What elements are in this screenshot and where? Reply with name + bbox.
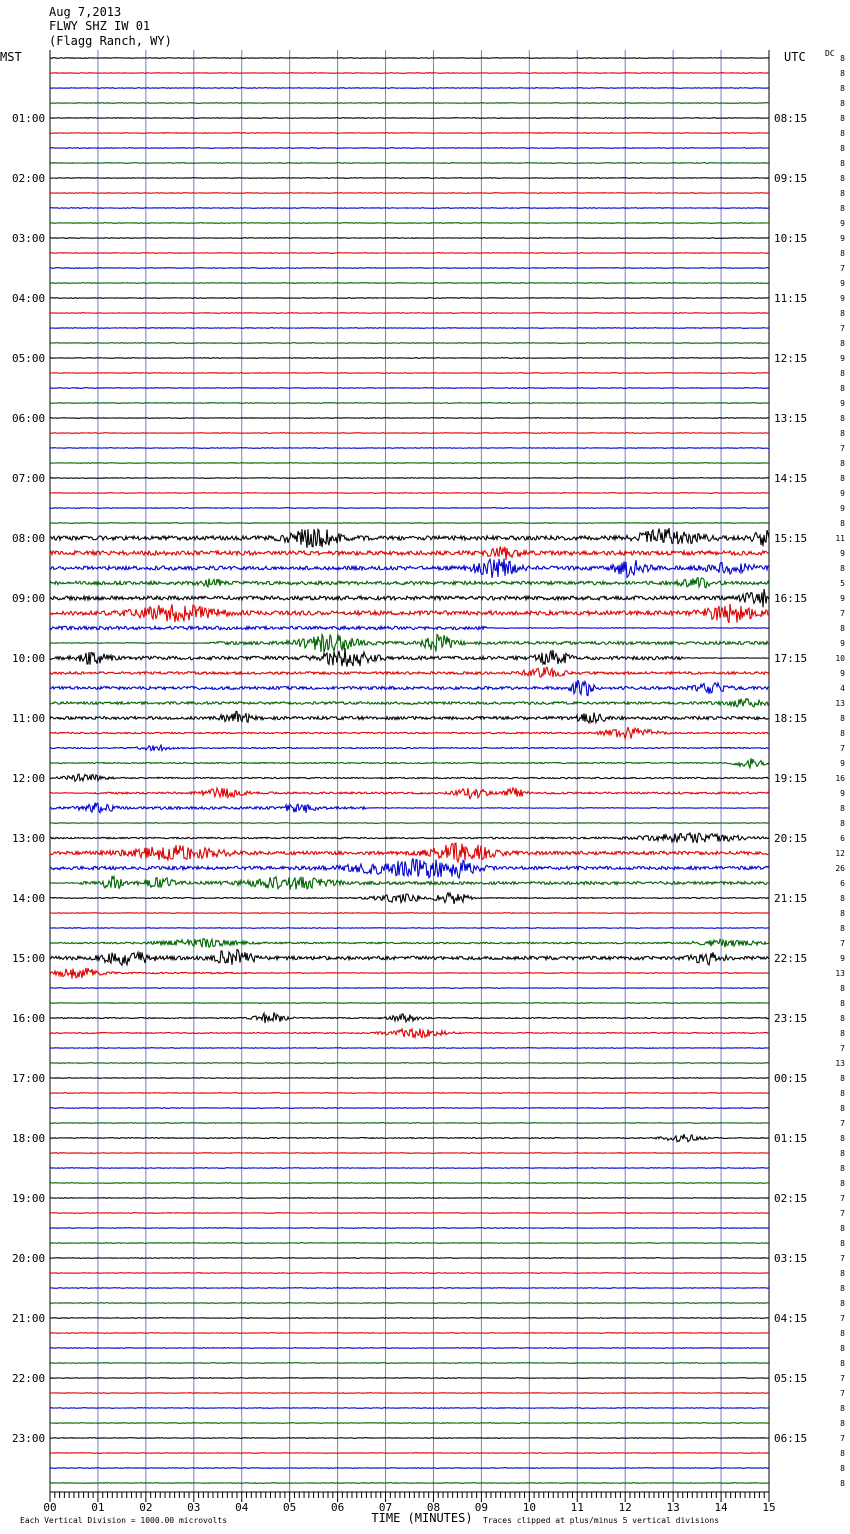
station-title: FLWY SHZ IW 01 [49,19,151,33]
dc-value: 7 [840,264,845,273]
right-hour-label: 00:15 [774,1072,808,1085]
dc-value: 7 [840,1434,845,1443]
right-hour-label: 02:15 [774,1192,808,1205]
trace-56 [50,893,769,904]
dc-value: 8 [840,1464,845,1473]
trace-75 [50,1183,769,1184]
dc-value: 9 [840,639,845,648]
right-hour-label: 23:15 [774,1012,808,1025]
trace-35 [50,578,769,588]
x-axis-label: TIME (MINUTES) [371,1511,473,1525]
x-tick-label: 09 [474,1501,489,1514]
x-tick-label: 07 [378,1501,393,1514]
left-hour-label: 23:00 [12,1432,46,1445]
trace-26 [50,448,769,449]
left-hour-label: 12:00 [12,772,46,785]
dc-value: 8 [840,1329,845,1338]
dc-value: 8 [840,69,845,78]
x-tick-label: 10 [522,1501,536,1514]
dc-value: 8 [840,1404,845,1413]
dc-value: 8 [840,1164,845,1173]
dc-value: 8 [840,384,845,393]
trace-37 [50,604,769,623]
left-hour-label: 11:00 [12,712,46,725]
left-hour-label: 16:00 [12,1012,46,1025]
dc-value: 7 [840,1389,845,1398]
trace-76 [50,1198,769,1199]
trace-8 [50,178,769,179]
trace-11 [50,223,769,224]
right-hour-label: 17:15 [774,652,808,665]
dc-value: 8 [840,729,845,738]
dc-value: 8 [840,189,845,198]
dc-value: 9 [840,789,845,798]
trace-4 [50,118,769,119]
dc-value: 8 [840,564,845,573]
trace-53 [50,843,769,862]
trace-7 [50,163,769,164]
trace-61 [50,968,769,979]
dc-value: 7 [840,1254,845,1263]
right-hour-label: 06:15 [774,1432,808,1445]
trace-18 [50,328,769,329]
dc-value: 8 [840,84,845,93]
trace-24 [50,418,769,419]
dc-value: 8 [840,1269,845,1278]
dc-value: 8 [840,309,845,318]
trace-21 [50,373,769,374]
x-tick-label: 04 [235,1501,249,1514]
trace-95 [50,1483,769,1484]
seismic-traces [50,58,769,1484]
trace-5 [50,133,769,134]
trace-6 [50,148,769,149]
dc-value: 8 [840,1014,845,1023]
dc-value: 9 [840,549,845,558]
trace-13 [50,253,769,254]
left-hour-label: 08:00 [12,532,46,545]
trace-47 [50,758,769,768]
dc-value: 6 [840,834,845,843]
trace-34 [50,559,769,578]
right-hour-label: 20:15 [774,832,808,845]
dc-value: 8 [840,1104,845,1113]
x-tick-label: 01 [91,1501,105,1514]
trace-27 [50,463,769,464]
dc-value: 13 [835,969,845,978]
dc-value: 8 [840,1089,845,1098]
dc-value: 9 [840,504,845,513]
trace-68 [50,1078,769,1079]
trace-55 [50,876,769,890]
dc-value: 8 [840,1359,845,1368]
trace-90 [50,1408,769,1409]
trace-30 [50,508,769,509]
right-hour-label: 10:15 [774,232,808,245]
dc-value: 8 [840,1449,845,1458]
trace-1 [50,73,769,74]
dc-value: 8 [840,1299,845,1308]
left-hour-label: 03:00 [12,232,46,245]
left-hour-label: 05:00 [12,352,46,365]
dc-value: 8 [840,1419,845,1428]
x-tick-label: 15 [762,1501,776,1514]
left-hour-label: 06:00 [12,412,46,425]
dc-value: 7 [840,444,845,453]
dc-value: 8 [840,54,845,63]
dc-value: 7 [840,1194,845,1203]
trace-67 [50,1063,769,1064]
trace-23 [50,403,769,404]
right-hour-label: 05:15 [774,1372,808,1385]
clip-note: Traces clipped at plus/minus 5 vertical divisions [483,1516,720,1525]
dc-value: 8 [840,714,845,723]
dc-value: 7 [840,1314,845,1323]
trace-43 [50,699,769,707]
trace-70 [50,1108,769,1109]
trace-49 [50,788,769,799]
dc-value: 13 [835,699,845,708]
x-tick-label: 11 [570,1501,584,1514]
dc-value: 9 [840,669,845,678]
trace-78 [50,1228,769,1229]
trace-41 [50,667,769,677]
dc-value: 8 [840,1149,845,1158]
left-hour-label: 04:00 [12,292,46,305]
trace-86 [50,1348,769,1349]
left-hour-label: 22:00 [12,1372,46,1385]
dc-value: 8 [840,519,845,528]
trace-64 [50,1012,769,1023]
trace-40 [50,648,769,666]
trace-89 [50,1393,769,1394]
dc-value: 12 [835,849,845,858]
right-hour-label: 08:15 [774,112,808,125]
trace-44 [50,711,769,722]
left-hour-label: 10:00 [12,652,46,665]
dc-value: 9 [840,954,845,963]
trace-60 [50,950,769,966]
trace-82 [50,1288,769,1289]
trace-31 [50,523,769,524]
trace-19 [50,343,769,344]
trace-72 [50,1134,769,1142]
dc-value: 7 [840,324,845,333]
x-tick-label: 00 [43,1501,57,1514]
trace-54 [50,858,769,878]
right-hour-label: 16:15 [774,592,808,605]
trace-51 [50,823,769,824]
dc-value: 8 [840,339,845,348]
dc-value: 8 [840,114,845,123]
x-tick-label: 13 [666,1501,680,1514]
right-hour-label: 11:15 [774,292,808,305]
right-hour-label: 15:15 [774,532,808,545]
dc-value: 8 [840,894,845,903]
dc-value: 8 [840,1284,845,1293]
right-hour-label: 01:15 [774,1132,808,1145]
trace-0 [50,58,769,59]
dc-value: 8 [840,804,845,813]
trace-29 [50,493,769,494]
dc-value: 7 [840,1374,845,1383]
trace-20 [50,358,769,359]
trace-10 [50,208,769,209]
dc-value: 7 [840,609,845,618]
dc-value: 8 [840,204,845,213]
trace-73 [50,1153,769,1154]
trace-9 [50,193,769,194]
x-tick-label: 06 [330,1501,345,1514]
trace-69 [50,1093,769,1094]
right-hour-label: 18:15 [774,712,808,725]
dc-value: 8 [840,144,845,153]
trace-42 [50,680,769,695]
trace-65 [50,1029,769,1038]
dc-value: 8 [840,1074,845,1083]
dc-value: 8 [840,369,845,378]
trace-77 [50,1213,769,1214]
dc-value: 10 [835,654,845,663]
x-tick-label: 14 [714,1501,728,1514]
trace-57 [50,913,769,914]
dc-value: 8 [840,984,845,993]
dc-value: 8 [840,1029,845,1038]
trace-63 [50,1003,769,1004]
dc-offset-values [835,54,845,1488]
x-tick-label: 08 [426,1501,441,1514]
dc-value: 9 [840,219,845,228]
time-gridlines [50,50,769,1493]
trace-66 [50,1048,769,1049]
dc-value: 8 [840,249,845,258]
trace-17 [50,313,769,314]
dc-header-label: DC [825,49,835,58]
dc-value: 7 [840,1119,845,1128]
dc-value: 8 [840,459,845,468]
trace-71 [50,1123,769,1124]
dc-value: 4 [840,684,845,693]
dc-value: 8 [840,819,845,828]
right-hour-label: 12:15 [774,352,808,365]
trace-45 [50,727,769,739]
dc-value: 8 [840,1134,845,1143]
left-hour-label: 20:00 [12,1252,46,1265]
dc-value: 9 [840,279,845,288]
dc-value: 8 [840,999,845,1008]
trace-87 [50,1363,769,1364]
dc-value: 9 [840,234,845,243]
dc-value: 8 [840,1479,845,1488]
right-hour-label: 21:15 [774,892,808,905]
trace-12 [50,238,769,239]
dc-value: 8 [840,624,845,633]
dc-value: 9 [840,294,845,303]
dc-value: 5 [840,579,845,588]
dc-value: 8 [840,159,845,168]
dc-value: 13 [835,1059,845,1068]
trace-22 [50,388,769,389]
trace-16 [50,298,769,299]
dc-value: 9 [840,759,845,768]
trace-58 [50,928,769,929]
dc-value: 8 [840,909,845,918]
dc-value: 8 [840,99,845,108]
trace-92 [50,1438,769,1439]
trace-85 [50,1333,769,1334]
left-hour-label: 02:00 [12,172,46,185]
trace-94 [50,1468,769,1469]
right-hour-label: 19:15 [774,772,808,785]
trace-39 [50,634,769,652]
dc-value: 26 [835,864,845,873]
dc-value: 16 [835,774,845,783]
trace-81 [50,1273,769,1274]
trace-84 [50,1318,769,1319]
right-hour-label: 03:15 [774,1252,808,1265]
x-tick-label: 03 [187,1501,201,1514]
trace-36 [50,589,769,607]
trace-59 [50,939,769,948]
trace-15 [50,283,769,284]
dc-value: 8 [840,1179,845,1188]
trace-2 [50,88,769,89]
left-hour-label: 18:00 [12,1132,46,1145]
dc-value: 8 [840,924,845,933]
trace-46 [50,745,769,751]
trace-52 [50,833,769,843]
trace-83 [50,1303,769,1304]
dc-value: 8 [840,474,845,483]
dc-value: 7 [840,744,845,753]
x-tick-label: 02 [139,1501,153,1514]
trace-80 [50,1258,769,1259]
trace-14 [50,268,769,269]
x-tick-label: 12 [618,1501,632,1514]
trace-38 [50,626,769,629]
dc-value: 8 [840,174,845,183]
trace-3 [50,103,769,104]
left-hour-label: 09:00 [12,592,46,605]
left-timezone-label: MST [0,50,22,64]
left-hour-label: 07:00 [12,472,46,485]
left-hour-label: 17:00 [12,1072,46,1085]
right-hour-label: 09:15 [774,172,808,185]
trace-50 [50,803,769,813]
left-hour-label: 19:00 [12,1192,46,1205]
right-timezone-label: UTC [784,50,806,64]
trace-79 [50,1243,769,1244]
right-hour-label: 13:15 [774,412,808,425]
dc-value: 8 [840,1344,845,1353]
dc-value: 8 [840,414,845,423]
trace-88 [50,1378,769,1379]
trace-25 [50,433,769,434]
dc-value: 7 [840,1209,845,1218]
trace-62 [50,988,769,989]
trace-28 [50,478,769,479]
dc-value: 9 [840,594,845,603]
dc-value: 9 [840,489,845,498]
dc-value: 8 [840,129,845,138]
dc-value: 9 [840,354,845,363]
x-tick-label: 05 [283,1501,297,1514]
date-title: Aug 7,2013 [49,5,122,19]
right-hour-label: 22:15 [774,952,808,965]
left-hour-label: 21:00 [12,1312,46,1325]
dc-value: 8 [840,1224,845,1233]
dc-value: 6 [840,879,845,888]
dc-value: 7 [840,939,845,948]
dc-value: 8 [840,1239,845,1248]
dc-value: 11 [835,534,845,543]
left-hour-label: 15:00 [12,952,46,965]
trace-32 [50,528,769,548]
trace-33 [50,547,769,561]
right-hour-label: 14:15 [774,472,808,485]
dc-value: 9 [840,399,845,408]
dc-value: 7 [840,1044,845,1053]
location-title: (Flagg Ranch, WY) [49,34,172,48]
scale-note: Each Vertical Division = 1000.00 microvolts [20,1516,228,1525]
trace-91 [50,1423,769,1424]
left-hour-label: 01:00 [12,112,46,125]
dc-value: 8 [840,429,845,438]
trace-74 [50,1168,769,1169]
left-hour-label: 14:00 [12,892,46,905]
left-hour-label: 13:00 [12,832,46,845]
right-hour-label: 04:15 [774,1312,808,1325]
trace-93 [50,1453,769,1454]
trace-48 [50,774,769,781]
